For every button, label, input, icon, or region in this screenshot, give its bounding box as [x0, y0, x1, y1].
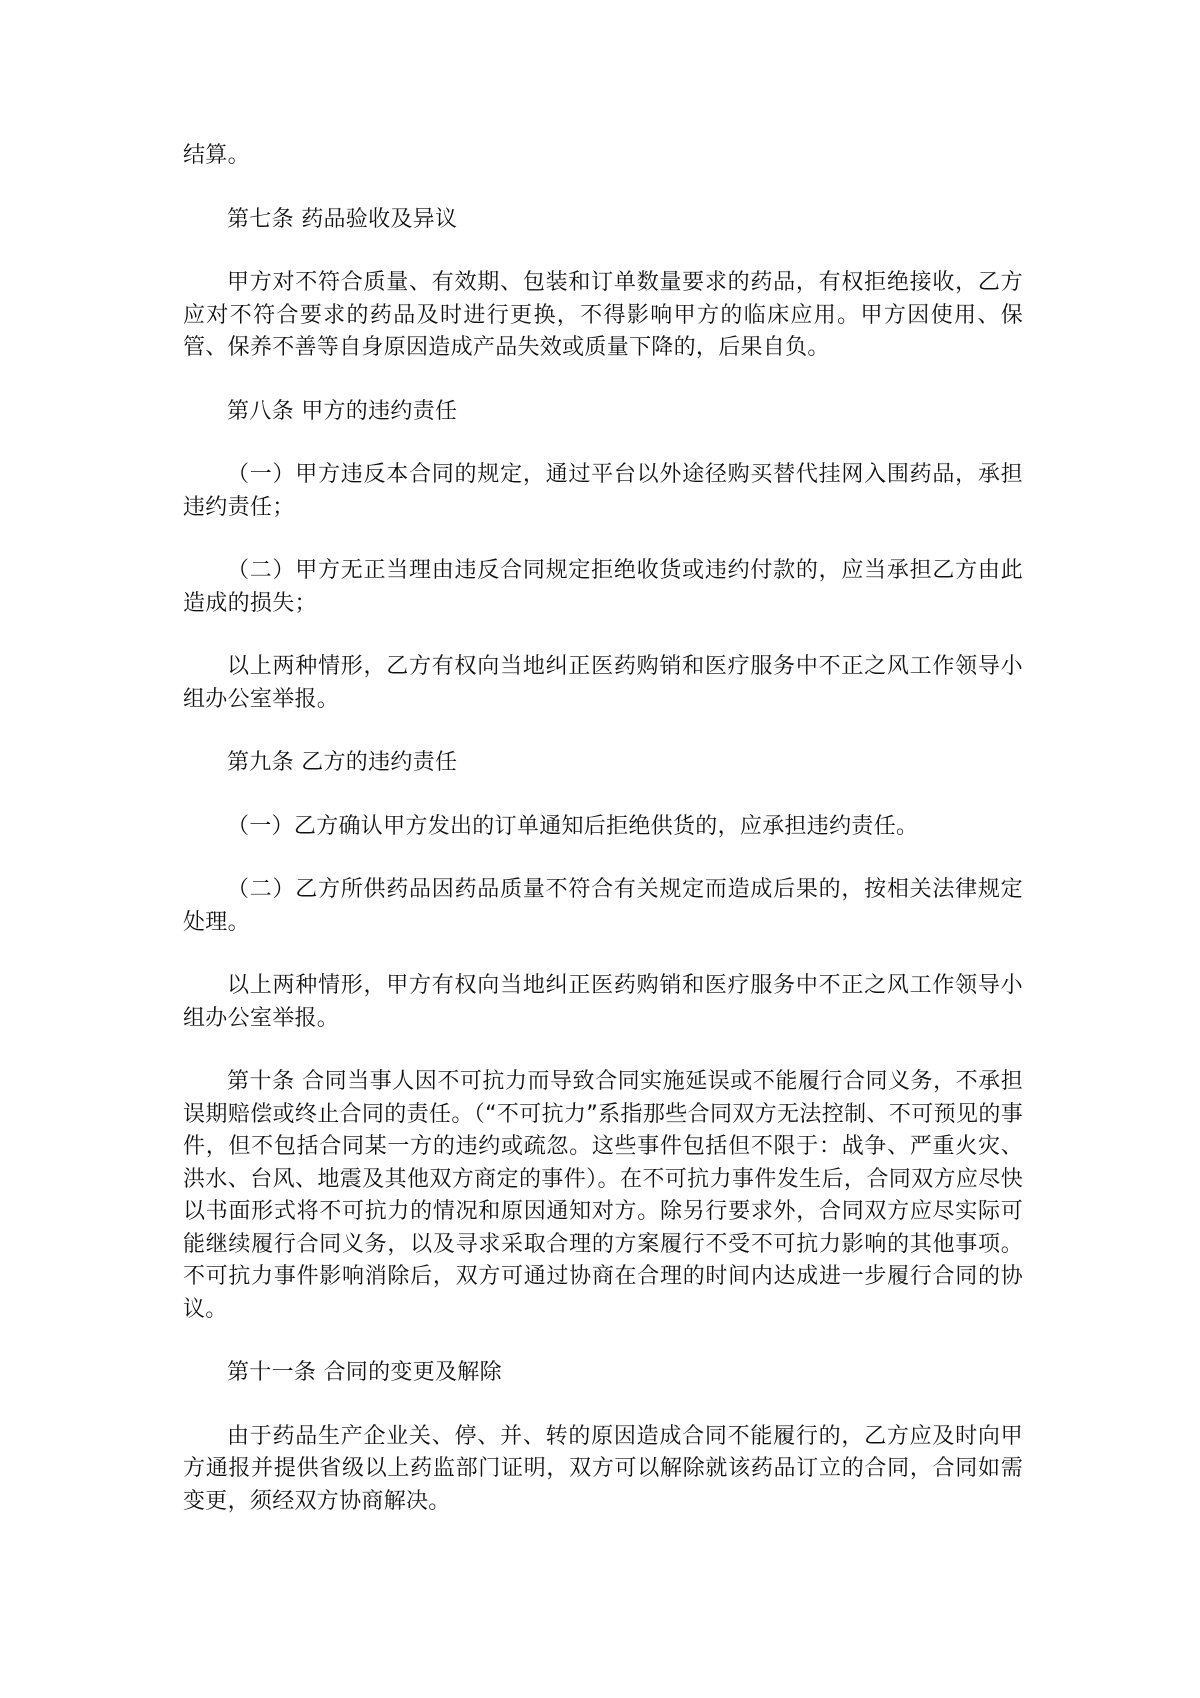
article-8-item-1: （一）甲方违反本合同的规定，通过平台以外途径购买替代挂网入围药品，承担违约责任；: [183, 462, 1023, 520]
document-body: [183, 140, 1023, 1549]
article-9-report-clause: 以上两种情形，甲方有权向当地纠正医药购销和医疗服务中不正之风工作领导小组办公室举报。: [183, 973, 1023, 1031]
article-9-heading: 第九条 乙方的违约责任: [227, 750, 458, 775]
article-8-report-clause: 以上两种情形，乙方有权向当地纠正医药购销和医疗服务中不正之风工作领导小组办公室举报。: [183, 654, 1023, 712]
article-9-item-2: （二）乙方所供药品因药品质量不符合有关规定而造成后果的，按相关法律规定处理。: [183, 877, 1023, 935]
paragraph-continuation: 结算。: [183, 143, 250, 168]
article-11-heading: 第十一条 合同的变更及解除: [227, 1360, 502, 1385]
article-8-heading: 第八条 甲方的违约责任: [227, 398, 458, 424]
article-8-item-2: （二）甲方无正当理由违反合同规定拒绝收货或违约付款的，应当承担乙方由此造成的损失；: [183, 558, 1023, 616]
article-7-heading: 第七条 药品验收及异议: [227, 206, 458, 232]
article-9-item-1: （一）乙方确认甲方发出的订单通知后拒绝供货的，应承担违约责任。: [227, 813, 919, 839]
article-7-body: 甲方对不符合质量、有效期、包装和订单数量要求的药品，有权拒绝接收，乙方应对不符合要求的药品及时进行更换，不得影响甲方的临床应用。甲方因使用、保管、保养不善等自身原因造成产品失效或质量下降的，后果自负。: [183, 270, 1023, 360]
article-11-body: 由于药品生产企业关、停、并、转的原因造成合同不能履行的，乙方应及时向甲方通报并提供省级以上药监部门证明，双方可以解除就该药品订立的合同，合同如需变更，须经双方协商解决。: [183, 1423, 1023, 1514]
article-10-body: 第十条 合同当事人因不可抗力而导致合同实施延误或不能履行合同义务，不承担误期赔偿或终止合同的责任。（“不可抗力”系指那些合同双方无法控制、不可预见的事件，但不包括合同某一方的违约或疏忽。这些事件包括但不限于：战争、严重火灾、洪水、台风、地震及其他双方商定的事件）。在不可抗力事件发生后，合同双方应尽快以书面形式将不可抗力的情况和原因通知对方。除另行要求外，合同双方应尽实际可能继续履行合同义务，以及寻求采取合理的方案履行不受不可抗力影响的其他事项。不可抗力事件影响消除后，双方可通过协商在合理的时间内达成进一步履行合同的协议。: [183, 1069, 1023, 1322]
